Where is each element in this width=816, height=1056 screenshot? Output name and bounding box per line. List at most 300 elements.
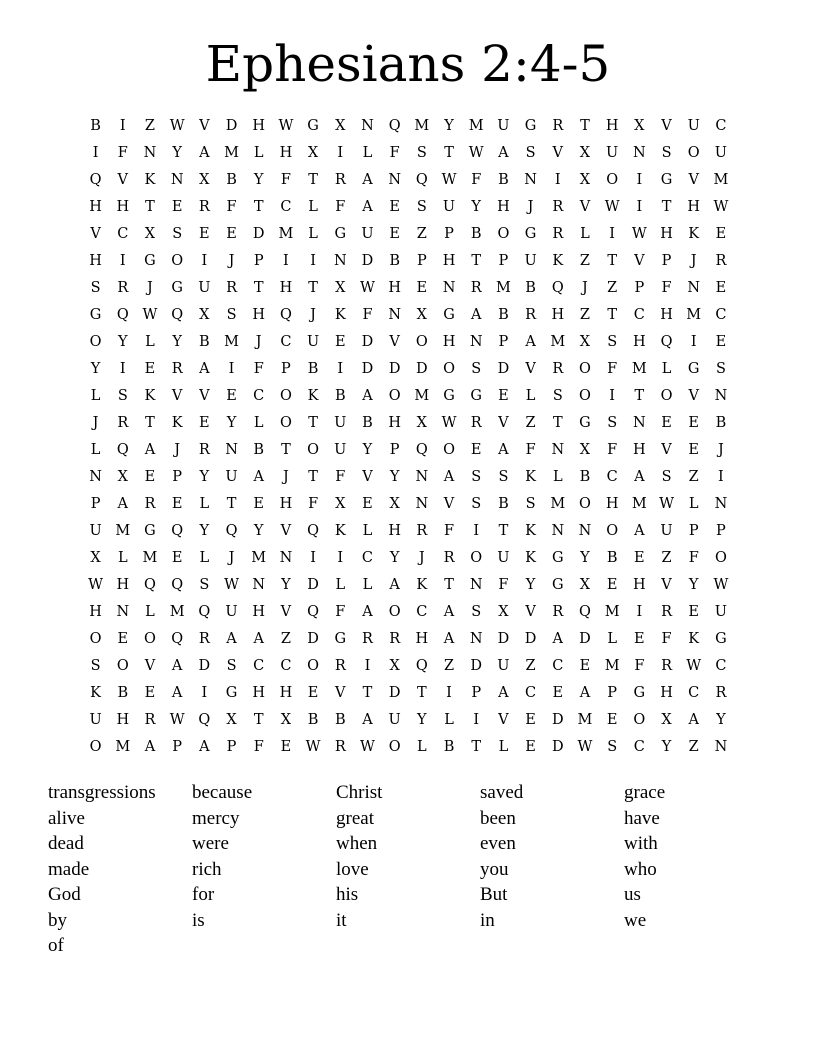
grid-letter: Y: [389, 469, 400, 485]
grid-letter: H: [252, 307, 266, 323]
grid-letter: M: [495, 280, 511, 296]
grid-letter: Z: [280, 631, 291, 647]
grid-letter: B: [715, 415, 727, 431]
grid-letter: O: [89, 631, 102, 647]
grid-letter: N: [714, 388, 728, 404]
grid-letter: V: [661, 577, 672, 593]
grid-letter: X: [117, 469, 128, 485]
grid-letter: C: [525, 685, 537, 701]
grid-letter: F: [362, 307, 373, 323]
grid-letter: H: [660, 307, 673, 323]
grid-letter: A: [525, 334, 536, 350]
grid-letter: Z: [525, 415, 536, 431]
grid-letter: G: [551, 550, 564, 566]
grid-letter: S: [552, 388, 563, 404]
grid-letter: Y: [580, 550, 590, 566]
grid-letter: U: [225, 469, 238, 485]
grid-letter: S: [525, 145, 536, 161]
grid-letter: I: [718, 469, 724, 485]
grid-letter: W: [577, 739, 593, 755]
grid-letter: E: [416, 280, 428, 296]
grid-letter: X: [307, 145, 319, 161]
grid-letter: V: [199, 388, 210, 404]
grid-letter: R: [144, 712, 156, 728]
grid-letter: Q: [89, 172, 102, 188]
grid-letter: H: [252, 604, 266, 620]
grid-letter: V: [280, 523, 292, 539]
grid-letter: V: [280, 604, 292, 620]
word-item: mercy: [192, 807, 240, 829]
grid-row: [82, 464, 735, 491]
grid-letter: H: [442, 334, 456, 350]
grid-letter: P: [226, 739, 237, 755]
grid-letter: N: [225, 442, 238, 458]
grid-letter: D: [579, 631, 591, 647]
grid-letter: Q: [307, 604, 320, 620]
grid-letter: A: [470, 307, 482, 323]
grid-letter: J: [527, 199, 534, 215]
grid-letter: Y: [172, 145, 182, 161]
grid-letter: T: [145, 415, 155, 431]
grid-letter: N: [252, 577, 266, 593]
grid-letter: U: [524, 253, 537, 269]
grid-letter: W: [169, 118, 185, 134]
grid-letter: W: [713, 577, 729, 593]
grid-letter: W: [360, 280, 375, 296]
grid-letter: H: [252, 685, 266, 701]
grid-letter: A: [389, 577, 400, 593]
grid-row: [82, 356, 735, 383]
grid-letter: E: [226, 388, 237, 404]
grid-letter: D: [361, 253, 374, 269]
grid-letter: E: [634, 631, 645, 647]
grid-row: [82, 275, 735, 302]
grid-letter: C: [280, 658, 292, 674]
grid-letter: T: [607, 253, 617, 269]
grid-letter: V: [90, 226, 101, 242]
grid-row: [82, 410, 735, 437]
grid-letter: H: [633, 442, 646, 458]
grid-letter: U: [334, 415, 347, 431]
grid-letter: Y: [253, 172, 264, 188]
grid-letter: E: [199, 226, 210, 242]
grid-letter: D: [361, 361, 374, 377]
grid-letter: E: [144, 469, 156, 485]
grid-letter: B: [525, 280, 536, 296]
grid-letter: A: [362, 172, 373, 188]
grid-letter: C: [253, 388, 265, 404]
grid-letter: C: [280, 334, 292, 350]
word-item: God: [48, 884, 81, 905]
grid-row: [82, 518, 735, 545]
grid-letter: U: [497, 118, 510, 134]
grid-letter: O: [443, 442, 455, 458]
grid-letter: W: [686, 658, 702, 674]
grid-letter: R: [171, 361, 183, 377]
grid-letter: J: [228, 253, 235, 269]
grid-letter: N: [469, 577, 483, 593]
grid-letter: E: [715, 280, 727, 296]
grid-letter: L: [607, 631, 617, 647]
grid-letter: Y: [172, 334, 182, 350]
grid-letter: X: [335, 280, 346, 296]
grid-letter: A: [253, 631, 264, 647]
grid-letter: A: [144, 442, 156, 458]
word-item: rich: [192, 858, 222, 880]
grid-letter: L: [362, 577, 373, 593]
grid-letter: F: [280, 172, 291, 188]
grid-letter: A: [362, 604, 373, 620]
grid-letter: R: [334, 658, 346, 674]
grid-letter: H: [89, 199, 102, 215]
grid-letter: O: [415, 334, 428, 350]
grid-letter: D: [307, 577, 319, 593]
grid-letter: A: [443, 604, 455, 620]
grid-letter: F: [335, 469, 346, 485]
grid-letter: X: [579, 577, 591, 593]
grid-letter: M: [631, 361, 647, 377]
grid-letter: H: [388, 523, 401, 539]
grid-letter: U: [89, 712, 102, 728]
grid-letter: C: [416, 604, 428, 620]
grid-letter: L: [308, 226, 318, 242]
word-item: we: [624, 909, 647, 931]
grid-letter: H: [497, 199, 510, 215]
grid-letter: J: [255, 334, 262, 350]
grid-letter: A: [362, 199, 373, 215]
word-item: because: [192, 782, 253, 803]
grid-letter: U: [334, 442, 347, 458]
grid-letter: N: [333, 253, 347, 269]
grid-letter: B: [117, 685, 129, 701]
grid-letter: R: [552, 604, 564, 620]
grid-letter: A: [498, 145, 509, 161]
grid-letter: T: [580, 118, 590, 134]
grid-letter: K: [525, 469, 537, 485]
grid-letter: W: [468, 145, 484, 161]
grid-letter: N: [551, 442, 565, 458]
grid-letter: M: [604, 658, 620, 674]
grid-letter: K: [334, 523, 346, 539]
grid-letter: Z: [688, 739, 699, 755]
grid-letter: G: [89, 307, 102, 323]
grid-letter: T: [444, 145, 454, 161]
grid-letter: L: [417, 739, 427, 755]
grid-letter: Y: [281, 577, 291, 593]
grid-row: [82, 167, 735, 194]
grid-letter: O: [307, 442, 320, 458]
grid-letter: Z: [688, 469, 699, 485]
grid-letter: I: [119, 253, 126, 269]
grid-letter: X: [199, 172, 210, 188]
grid-letter: Z: [443, 658, 455, 674]
grid-letter: M: [686, 307, 702, 323]
grid-letter: T: [552, 415, 563, 431]
grid-letter: E: [144, 361, 156, 377]
word-item: in: [480, 909, 495, 931]
grid-letter: Q: [116, 442, 129, 458]
grid-letter: H: [388, 280, 401, 296]
grid-letter: F: [661, 280, 672, 296]
grid-letter: H: [605, 496, 619, 512]
grid-letter: C: [715, 307, 727, 323]
grid-letter: C: [633, 307, 645, 323]
grid-letter: D: [225, 118, 238, 134]
word-item: for: [192, 884, 215, 905]
grid-letter: Q: [198, 712, 211, 728]
grid-letter: S: [199, 577, 210, 593]
grid-letter: L: [525, 388, 536, 404]
grid-letter: Q: [116, 307, 129, 323]
grid-letter: U: [361, 226, 374, 242]
grid-letter: D: [307, 631, 319, 647]
grid-letter: I: [554, 172, 561, 188]
word-column: [480, 780, 624, 959]
grid-letter: N: [442, 280, 456, 296]
grid-letter: A: [498, 442, 509, 458]
grid-letter: Q: [225, 523, 238, 539]
grid-letter: Z: [661, 550, 672, 566]
grid-letter: Q: [171, 523, 184, 539]
grid-letter: H: [116, 577, 130, 593]
grid-letter: G: [687, 361, 700, 377]
grid-letter: E: [552, 685, 564, 701]
grid-letter: V: [144, 658, 156, 674]
word-item: us: [624, 884, 641, 905]
grid-letter: L: [661, 361, 672, 377]
grid-letter: Y: [90, 361, 101, 377]
grid-letter: T: [498, 523, 509, 539]
grid-letter: Q: [579, 604, 591, 620]
grid-letter: U: [497, 658, 510, 674]
grid-letter: B: [470, 226, 482, 242]
grid-letter: O: [171, 253, 184, 269]
grid-letter: E: [634, 550, 645, 566]
grid-letter: P: [607, 685, 618, 701]
grid-letter: T: [471, 739, 482, 755]
grid-letter: A: [199, 145, 210, 161]
grid-letter: N: [469, 334, 483, 350]
grid-letter: I: [690, 334, 697, 350]
grid-letter: Q: [660, 334, 673, 350]
word-item: dead: [48, 833, 84, 854]
grid-letter: O: [579, 388, 591, 404]
grid-letter: S: [661, 469, 672, 485]
grid-letter: V: [199, 118, 210, 134]
grid-letter: J: [228, 550, 235, 566]
grid-letter: S: [226, 307, 237, 323]
word-item: have: [624, 807, 660, 829]
grid-letter: B: [334, 712, 346, 728]
grid-letter: R: [715, 685, 727, 701]
word-item: it: [336, 909, 347, 931]
grid-letter: L: [335, 577, 346, 593]
grid-letter: S: [525, 496, 536, 512]
grid-letter: Q: [415, 442, 428, 458]
grid-letter: Q: [144, 577, 156, 593]
grid-letter: C: [633, 739, 645, 755]
grid-letter: Y: [199, 523, 210, 539]
grid-letter: T: [417, 685, 427, 701]
grid-letter: J: [690, 253, 697, 269]
grid-letter: F: [226, 199, 237, 215]
grid-letter: L: [253, 145, 264, 161]
grid-letter: W: [713, 199, 729, 215]
grid-letter: L: [90, 388, 101, 404]
grid-letter: I: [446, 685, 452, 701]
grid-letter: I: [636, 172, 643, 188]
word-item: you: [480, 858, 509, 880]
grid-letter: X: [335, 496, 346, 512]
grid-letter: U: [225, 604, 238, 620]
grid-letter: P: [688, 523, 699, 539]
grid-letter: G: [524, 118, 537, 134]
grid-letter: O: [579, 496, 591, 512]
grid-letter: M: [251, 550, 267, 566]
grid-letter: T: [362, 685, 373, 701]
grid-letter: O: [388, 604, 401, 620]
word-item: with: [624, 833, 658, 854]
grid-row: [82, 221, 735, 248]
grid-letter: R: [552, 361, 564, 377]
grid-letter: M: [550, 496, 566, 512]
grid-letter: D: [388, 685, 401, 701]
grid-row: [82, 734, 735, 761]
grid-letter: N: [89, 469, 102, 485]
grid-letter: O: [714, 550, 727, 566]
grid-letter: D: [497, 361, 510, 377]
grid-letter: G: [660, 172, 673, 188]
grid-letter: S: [607, 334, 618, 350]
grid-letter: C: [715, 118, 727, 134]
grid-letter: B: [579, 469, 591, 485]
grid-row: [82, 680, 735, 707]
grid-letter: O: [89, 739, 102, 755]
grid-letter: I: [201, 685, 208, 701]
grid-letter: I: [609, 226, 616, 242]
letter-grid: [82, 113, 735, 761]
grid-letter: Y: [444, 118, 454, 134]
grid-letter: P: [471, 685, 482, 701]
grid-letter: O: [279, 388, 292, 404]
word-item: Christ: [336, 782, 383, 803]
grid-letter: G: [144, 253, 156, 269]
grid-letter: L: [308, 199, 318, 215]
grid-letter: L: [362, 523, 373, 539]
grid-letter: C: [253, 658, 265, 674]
grid-letter: E: [334, 334, 346, 350]
grid-letter: J: [310, 307, 316, 323]
grid-letter: R: [226, 280, 237, 296]
grid-letter: I: [201, 253, 208, 269]
grid-letter: I: [92, 145, 99, 161]
grid-letter: R: [470, 280, 482, 296]
grid-letter: B: [498, 172, 509, 188]
grid-letter: K: [688, 631, 700, 647]
grid-letter: J: [717, 442, 724, 458]
grid-letter: Z: [579, 253, 590, 269]
grid-letter: R: [552, 226, 564, 242]
grid-letter: B: [253, 442, 265, 458]
grid-letter: P: [716, 523, 726, 539]
grid-letter: Q: [415, 172, 428, 188]
page-title: Ephesians 2:4-5: [205, 35, 611, 93]
grid-letter: R: [198, 199, 210, 215]
grid-letter: W: [441, 415, 457, 431]
grid-letter: Z: [579, 307, 590, 323]
grid-letter: O: [388, 739, 401, 755]
grid-letter: K: [90, 685, 102, 701]
grid-letter: X: [498, 604, 509, 620]
grid-letter: R: [117, 280, 129, 296]
grid-letter: T: [444, 577, 454, 593]
grid-letter: G: [443, 388, 455, 404]
word-item: love: [336, 858, 369, 880]
grid-letter: H: [660, 685, 673, 701]
grid-letter: G: [470, 388, 483, 404]
grid-letter: A: [634, 469, 645, 485]
grid-letter: F: [253, 361, 264, 377]
grid-letter: Z: [525, 658, 536, 674]
grid-letter: M: [224, 334, 239, 350]
grid-letter: Y: [362, 442, 373, 458]
word-column: [624, 780, 768, 959]
grid-letter: I: [364, 658, 371, 674]
grid-letter: E: [470, 442, 482, 458]
grid-letter: E: [498, 388, 509, 404]
grid-letter: A: [688, 712, 699, 728]
grid-letter: L: [253, 415, 264, 431]
grid-letter: F: [444, 523, 455, 539]
grid-letter: M: [278, 226, 294, 242]
grid-letter: G: [307, 118, 319, 134]
word-item: transgressions: [48, 782, 156, 803]
grid-letter: F: [253, 739, 264, 755]
grid-letter: A: [552, 631, 564, 647]
grid-letter: R: [552, 118, 564, 134]
grid-letter: S: [471, 469, 482, 485]
grid-letter: G: [225, 685, 238, 701]
grid-letter: B: [498, 307, 509, 323]
grid-letter: Y: [117, 334, 128, 350]
grid-letter: K: [552, 253, 564, 269]
grid-letter: X: [144, 226, 156, 242]
grid-letter: K: [525, 523, 537, 539]
grid-letter: B: [307, 361, 319, 377]
grid-letter: C: [688, 685, 700, 701]
grid-letter: X: [579, 145, 591, 161]
grid-letter: H: [660, 226, 673, 242]
grid-letter: G: [551, 577, 564, 593]
grid-letter: Y: [688, 577, 699, 593]
grid-letter: D: [252, 226, 265, 242]
grid-letter: M: [115, 523, 131, 539]
grid-row: [82, 194, 735, 221]
grid-letter: H: [252, 118, 266, 134]
grid-letter: I: [636, 604, 643, 620]
grid-letter: F: [634, 658, 645, 674]
grid-row: [82, 113, 735, 140]
grid-letter: V: [688, 388, 699, 404]
grid-letter: N: [116, 604, 130, 620]
grid-letter: O: [579, 361, 591, 377]
grid-letter: F: [389, 145, 400, 161]
grid-letter: I: [609, 388, 616, 404]
grid-letter: B: [606, 550, 618, 566]
grid-row: [82, 248, 735, 275]
grid-letter: A: [443, 469, 455, 485]
grid-letter: W: [659, 496, 674, 512]
